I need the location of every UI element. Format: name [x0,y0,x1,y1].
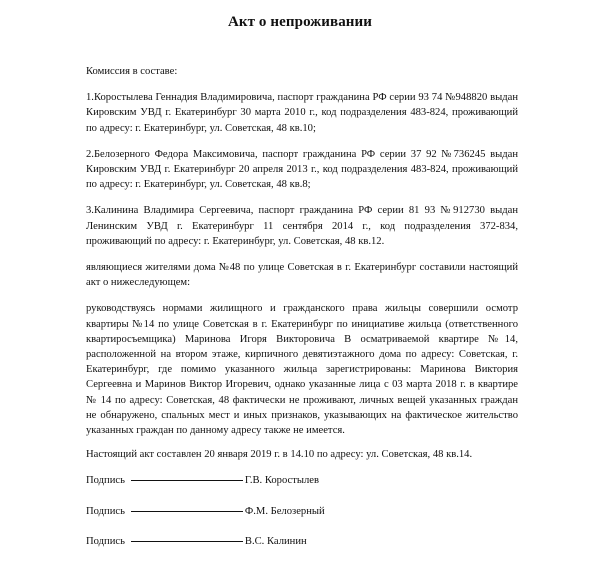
signature-line [131,479,243,481]
act-closing-statement: Настоящий акт составлен 20 января 2019 г. в 14.10 по адресу: ул. Советская, 48 кв.14. [86,449,473,461]
signature-name: В.С. Калинин [244,535,307,547]
signature-line [131,510,243,512]
commission-member-2: 2.Белозерного Федора Максимовича, паспорт гражданина РФ серии 37 92 №736245 выдан Кировским УВД г. Екатеринбург 20 апреля 2013 г., код подразделения 483-824, проживающий по адресу: г. Екатеринбург, ул. Советская, 48 кв.8; [86,148,518,191]
residents-statement: являющиеся жителями дома №48 по улице Советская в г. Екатеринбург составили настоящий акт о нижеследующем: [86,262,518,289]
commission-member-3: 3.Калинина Владимира Сергеевича, паспорт гражданина РФ серии 81 93 №912730 выдан Ленинским УВД г. Екатеринбург 11 сентября 2014 г., код подразделения 372-834, проживающий по адресу: г. Екатеринбург, ул. Советская, 48 кв.12. [86,205,518,247]
signature-name: Ф.М. Белозерный [244,505,325,517]
commission-intro: Комиссия в составе: [86,66,178,77]
signature-row [86,473,518,488]
signature-name: Г.В. Коростылев [244,475,319,487]
inspection-findings: руководствуясь нормами жилищного и гражданского права жильцы совершили осмотр квартиры №14 по улице Советская в г. Екатеринбург по инициативе жильца (ответственного квартиросъемщика) Маринова Игоря Викторовича В осматриваемой квартире №14, расположенной на втором этаже, кирпичного девятиэтажного дома по адресу: Советская, г. Екатеринбург, где помимо указанного жильца зарегистрированы: Маринова Виктория Сергеевна и Маринов Виктор Игоревич, однако указанные лица с 03 марта 2018 г. в квартире № 14 по адресу: Советская, 48 фактически не проживают, личных вещей указанных граждан не обнаружено, спальных мест и иных признаков, указывающих на фактическое жительство указанных граждан по данному адресу также не имеется. [86,303,518,437]
signature-row [86,504,518,519]
document-title: Акт о непроживании [227,14,373,30]
document-body [86,64,518,564]
signature-line [131,540,243,542]
signature-label: Подпись [86,535,125,547]
signature-label: Подпись [86,505,125,517]
signature-label: Подпись [86,475,125,487]
commission-member-1: 1.Коростылева Геннадия Владимировича, паспорт гражданина РФ серии 93 74 №948820 выдан Кировским УВД г. Екатеринбург 30 марта 2010 г., код подразделения 483-824, проживающий по адресу: г. Екатеринбург, ул. Советская, 48 кв.10; [86,92,518,134]
signature-row [86,534,518,549]
